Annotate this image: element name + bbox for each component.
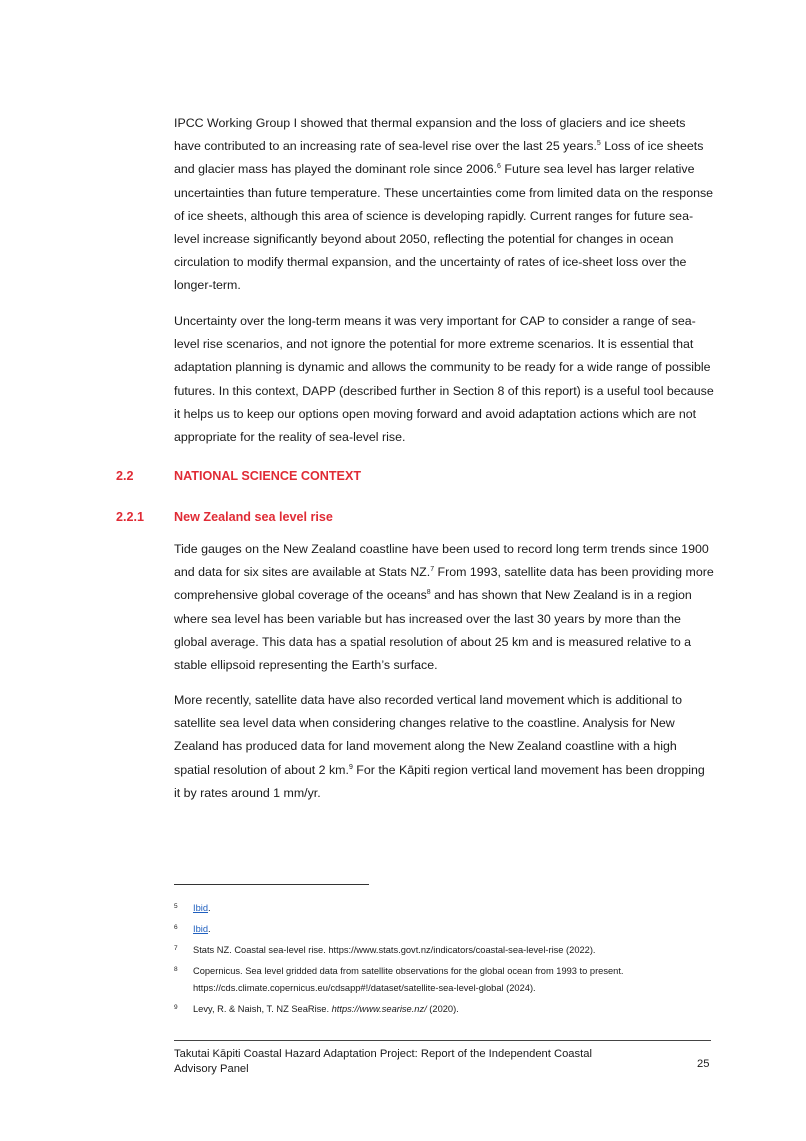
page-number: 25 (697, 1058, 710, 1070)
footnote-divider (174, 884, 369, 885)
footnote-text: Copernicus. Sea level gridded data from satellite observations for the global ocean from 1993 to present. https://cds.climate.copernicus.eu/cdsapp#!/dataset/satellite-sea-level-global (2024). (193, 966, 624, 993)
ibid-link[interactable]: Ibid (193, 903, 208, 913)
footnote-5: 5 Ibid. (174, 900, 714, 917)
paragraph-land-movement: More recently, satellite data have also recorded vertical land movement which is additional to satellite sea level data when considering changes relative to the coastline. Analysis for New Zealand has produced data for land movement along the New Zealand coastline with a high spatial resolution of about 2 km.$^9$ For the Kāpiti region vertical land movement has been dropping it by rates around 1 mm/yr. (174, 693, 705, 800)
paragraph-uncertainty: Uncertainty over the long-term means it was very important for CAP to consider a range of sea-level rise scenarios, and not ignore the potential for more extreme scenarios. It is essential that adaptation planning is dynamic and allows the community to be ready for a wide range of possible futures. In this context, DAPP (described further in Section 8 of this report) is a useful tool because it helps us to keep our options open moving forward and avoid adaptation actions which are not appropriate for the reality of sea-level rise. (174, 314, 714, 445)
footnote-number: 5 (174, 903, 178, 910)
footnote-number: 9 (174, 1004, 178, 1011)
footnote-text: Stats NZ. Coastal sea-level rise. https://www.stats.govt.nz/indicators/coastal-sea-level-rise (2022). (193, 945, 596, 955)
section-number-2-2-1: 2.2.1 (116, 510, 145, 524)
footnote-ref-8[interactable]: 8 (426, 589, 431, 597)
ibid-link[interactable]: Ibid (193, 924, 208, 934)
footnote-ref-6[interactable]: 6 (497, 163, 501, 171)
footnote-9: 9 Levy, R. & Naish, T. NZ SeaRise. https://www.searise.nz/ (2020). (174, 1001, 714, 1018)
footnote-7 (174, 942, 714, 959)
paragraph-ipcc: IPCC Working Group I showed that thermal expansion and the loss of glaciers and ice sheets have contributed to an increasing rate of sea-level rise over the last 25 years.$^5$ Loss of ice sheets and glacier mass has played the dominant role since 2006.$^6$ Future sea level has larger relative uncertainties than future temperature. These uncertainties come from limited data on the response of ice sheets, although this area of science is developing rapidly. Current ranges for future sea-level increase significantly beyond about 2050, reflecting the potential for changes in ocean circulation to modify thermal expansion, and the uncertainty of rates of ice-sheet loss over the longer-term. (174, 116, 714, 293)
footnote-ref-5[interactable]: 5 (596, 140, 601, 148)
footer-divider (174, 1040, 711, 1041)
footnote-number: 6 (174, 924, 178, 931)
searise-url: https://www.searise.nz/ (331, 1004, 427, 1014)
footer-report-title: Takutai Kāpiti Coastal Hazard Adaptation Project: Report of the Independent Coastal Advisory Panel (174, 1048, 592, 1075)
footnote-ref-7[interactable]: 7 (430, 566, 435, 574)
section-title-2-2-1: New Zealand sea level rise (174, 510, 333, 524)
footnote-ref-9[interactable]: 9 (348, 763, 353, 771)
footnote-8 (174, 963, 714, 997)
section-title-2-2: NATIONAL SCIENCE CONTEXT (174, 469, 362, 483)
footnote-number: 7 (174, 945, 178, 952)
footnote-number: 8 (174, 966, 178, 973)
footnote-6: 6 Ibid. (174, 921, 714, 938)
paragraph-tide-gauges: Tide gauges on the New Zealand coastline have been used to record long term trends since 1900 and data for six sites are available at Stats NZ.$^7$ From 1993, satellite data has been providing more comprehensive global coverage of the oceans$^8$ and has shown that New Zealand is in a region where sea level has been variable but has increased over the last 30 years by more than the global average. This data has a spatial resolution of about 25 km and is measured relative to a stable ellipsoid representing the Earth’s surface. (174, 542, 714, 673)
section-number-2-2: 2.2 (116, 469, 134, 483)
